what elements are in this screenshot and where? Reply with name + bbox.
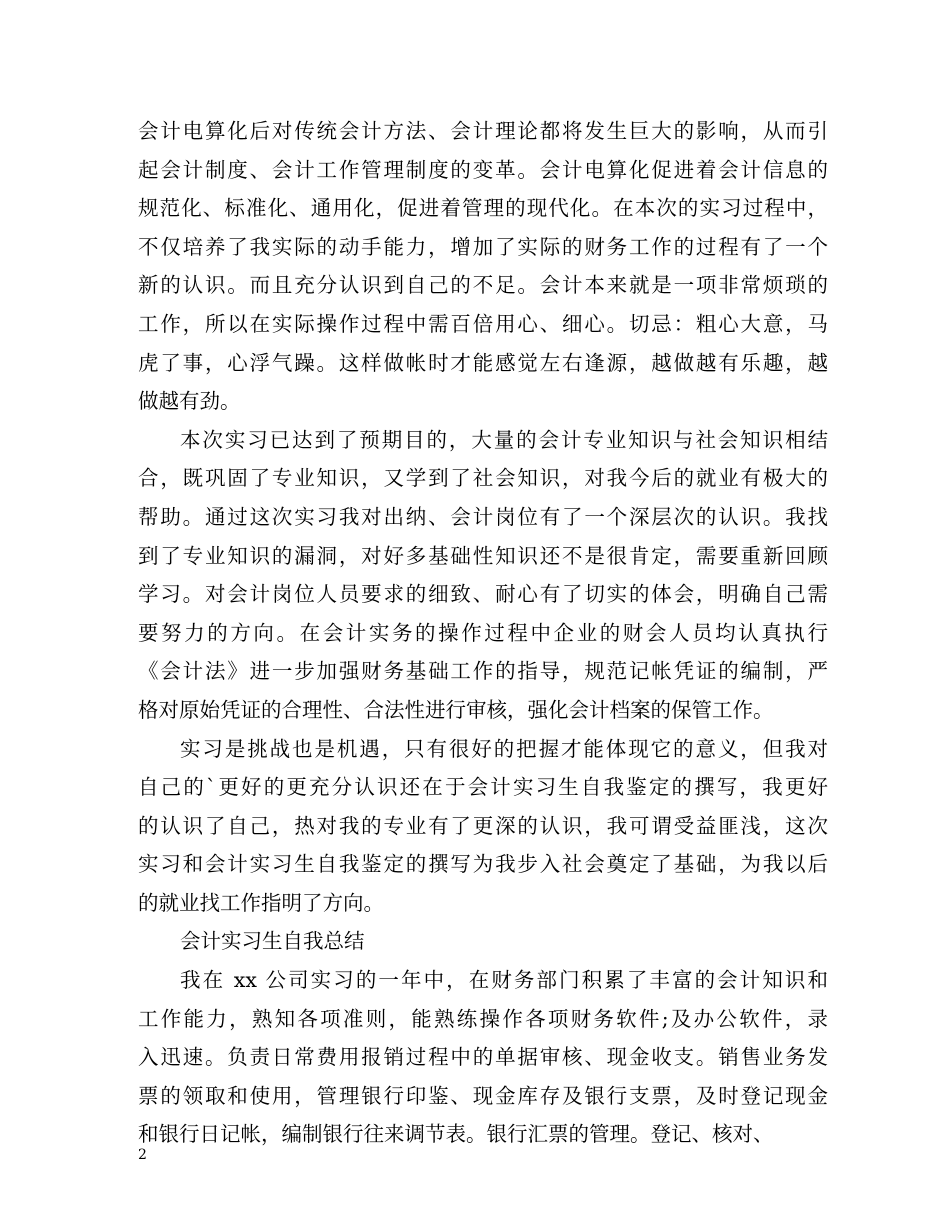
text-line: 格对原始凭证的合理性、合法性进行审核，强化会计档案的保管工作。 xyxy=(138,697,774,722)
text-line: 虎了事，心浮气躁。这样做帐时才能感觉左右逢源，越做越有乐趣，越 xyxy=(138,350,828,375)
text-line: 实习是挑战也是机遇，只有很好的把握才能体现它的意义，但我对 xyxy=(180,736,828,761)
paragraph xyxy=(138,421,828,730)
paragraph xyxy=(138,922,828,961)
text-line: 做越有劲。 xyxy=(138,389,241,414)
text-line: 工作，所以在实际操作过程中需百倍用心、细心。切忌：粗心大意，马 xyxy=(138,311,828,336)
paragraph xyxy=(138,961,828,1154)
text-line: 新的认识。而且充分认识到自己的不足。会计本来就是一项非常烦琐的 xyxy=(138,273,828,298)
text-line: 起会计制度、会计工作管理制度的变革。会计电算化促进着会计信息的 xyxy=(138,157,828,182)
text-line: 实习和会计实习生自我鉴定的撰写为我步入社会奠定了基础，为我以后 xyxy=(138,852,828,877)
text-line: 票的领取和使用，管理银行印鉴、现金库存及银行支票，及时登记现金 xyxy=(138,1083,828,1108)
paragraph xyxy=(138,112,828,421)
text-line: 我在 xx 公司实习的一年中，在财务部门积累了丰富的会计知识和 xyxy=(180,968,828,993)
text-line: 自己的`更好的更充分认识还在于会计实习生自我鉴定的撰写，我更好 xyxy=(138,775,828,800)
text-line: 的认识了自己，热对我的专业有了更深的认识，我可谓受益匪浅，这次 xyxy=(138,813,828,838)
document-body xyxy=(138,112,828,1154)
text-line: 规范化、标准化、通用化，促进着管理的现代化。在本次的实习过程中， xyxy=(138,196,828,221)
text-line: 入迅速。负责日常费用报销过程中的单据审核、现金收支。销售业务发 xyxy=(138,1045,828,1070)
text-line: 会计电算化后对传统会计方法、会计理论都将发生巨大的影响，从而引 xyxy=(138,119,828,143)
text-line: 工作能力，熟知各项准则，能熟练操作各项财务软件;及办公软件，录 xyxy=(138,1006,828,1031)
text-line: 《会计法》进一步加强财务基础工作的指导，规范记帐凭证的编制，严 xyxy=(138,659,828,684)
text-line: 学习。对会计岗位人员要求的细致、耐心有了切实的体会，明确自己需 xyxy=(138,582,828,607)
paragraph xyxy=(138,730,828,923)
page-number: 2 xyxy=(138,1147,147,1163)
text-line: 会计实习生自我总结 xyxy=(180,929,365,954)
text-line: 本次实习已达到了预期目的，大量的会计专业知识与社会知识相结 xyxy=(180,427,828,452)
text-line: 不仅培养了我实际的动手能力，增加了实际的财务工作的过程有了一个 xyxy=(138,234,828,259)
text-line: 和银行日记帐，编制银行往来调节表。银行汇票的管理。登记、核对、 xyxy=(138,1122,774,1147)
text-line: 要努力的方向。在会计实务的操作过程中企业的财会人员均认真执行 xyxy=(138,620,828,645)
text-line: 帮助。通过这次实习我对出纳、会计岗位有了一个深层次的认识。我找 xyxy=(138,504,828,529)
text-line: 合，既巩固了专业知识，又学到了社会知识，对我今后的就业有极大的 xyxy=(138,466,828,491)
text-line: 的就业找工作指明了方向。 xyxy=(138,890,384,915)
text-line: 到了专业知识的漏洞，对好多基础性知识还不是很肯定，需要重新回顾 xyxy=(138,543,828,568)
